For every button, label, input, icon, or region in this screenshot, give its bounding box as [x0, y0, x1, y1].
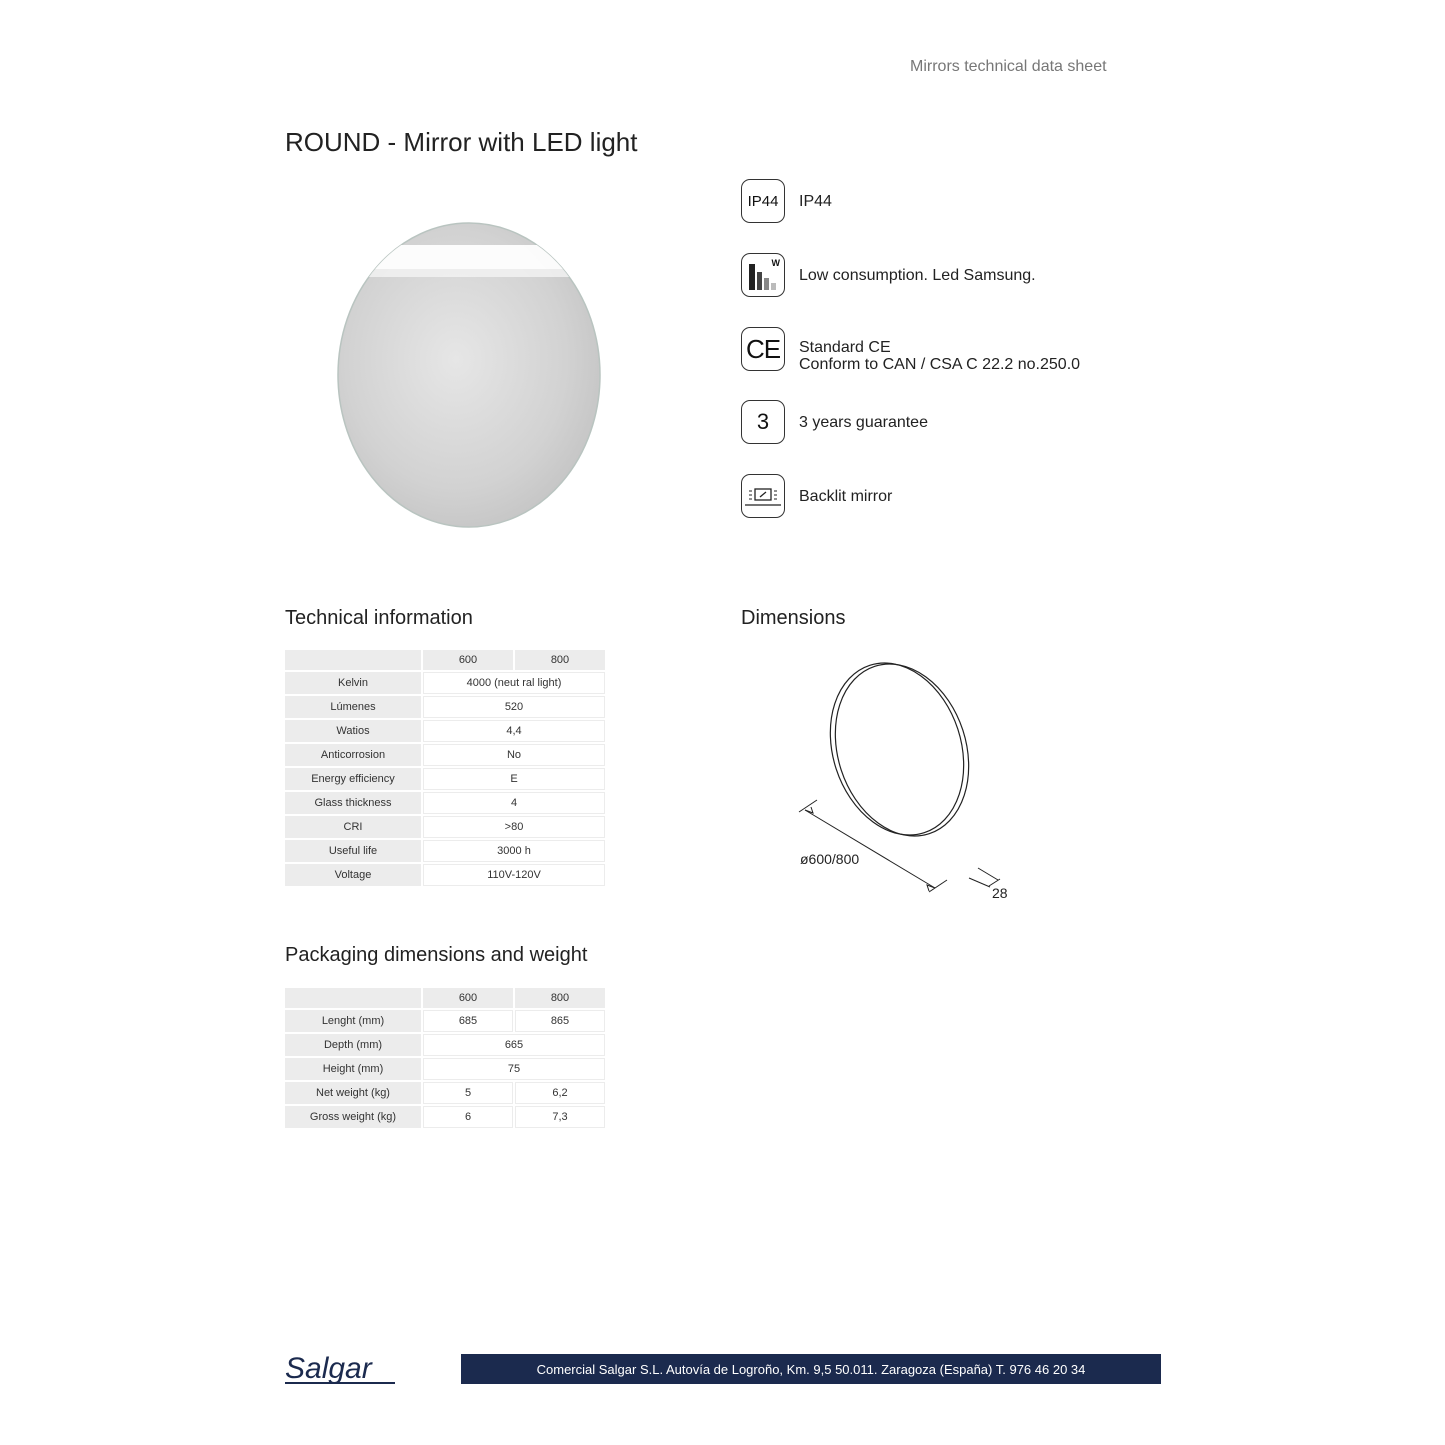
table-row [285, 672, 605, 694]
header-blank-cell [285, 650, 421, 670]
feature-text: Backlit mirror [799, 487, 893, 505]
dimensions-drawing [785, 650, 1025, 910]
table-row [285, 864, 605, 886]
watt-letter: W [771, 258, 780, 268]
depth-label: 28 [992, 885, 1008, 901]
row-label: Lúmenes [285, 696, 421, 718]
row-value: No [423, 744, 605, 766]
row-value-600: 5 [423, 1082, 513, 1104]
row-value-800: 6,2 [515, 1082, 605, 1104]
table-row [285, 768, 605, 790]
feature-text: 3 years guarantee [799, 413, 928, 431]
feature-backlit [741, 473, 892, 519]
row-value-600: 685 [423, 1010, 513, 1032]
row-label: Voltage [285, 864, 421, 886]
row-value: 4 [423, 792, 605, 814]
table-row [285, 792, 605, 814]
table-row [285, 816, 605, 838]
footer-address-bar [461, 1354, 1161, 1384]
row-label: Height (mm) [285, 1058, 421, 1080]
feature-standard-ce [741, 326, 1080, 372]
salgar-logo [285, 1352, 400, 1386]
table-row [285, 696, 605, 718]
row-label: CRI [285, 816, 421, 838]
table-row [285, 840, 605, 862]
table-row [285, 1010, 605, 1032]
table-row [285, 1082, 605, 1104]
row-value: 4000 (neut ral light) [423, 672, 605, 694]
row-label: Anticorrosion [285, 744, 421, 766]
packaging-heading: Packaging dimensions and weight [285, 944, 588, 966]
row-value: E [423, 768, 605, 790]
table-row [285, 720, 605, 742]
row-value-800: 7,3 [515, 1106, 605, 1128]
row-value: 110V-120V [423, 864, 605, 886]
mirror-product-image [330, 215, 610, 535]
row-value: 665 [423, 1034, 605, 1056]
row-label: Net weight (kg) [285, 1082, 421, 1104]
row-label: Depth (mm) [285, 1034, 421, 1056]
ce-mark-icon: CE [741, 327, 785, 371]
table-row [285, 1034, 605, 1056]
column-header-800: 800 [515, 650, 605, 670]
header-blank-cell [285, 988, 421, 1008]
technical-info-table [283, 648, 607, 888]
guarantee-icon: 3 [741, 400, 785, 444]
row-label: Energy efficiency [285, 768, 421, 790]
feature-guarantee [741, 399, 928, 445]
feature-text: IP44 [799, 192, 832, 210]
row-value-800: 865 [515, 1010, 605, 1032]
feature-ip44 [741, 178, 832, 224]
row-value: 3000 h [423, 840, 605, 862]
technical-info-heading: Technical information [285, 607, 473, 629]
product-title: ROUND - Mirror with LED light [285, 127, 638, 157]
row-value: 4,4 [423, 720, 605, 742]
table-row [285, 1058, 605, 1080]
packaging-table [283, 986, 607, 1130]
feature-low-consumption [741, 252, 1036, 298]
table-row [285, 1106, 605, 1128]
logo-text: Salgar [285, 1352, 372, 1385]
backlit-mirror-icon [741, 474, 785, 518]
column-header-600: 600 [423, 650, 513, 670]
footer-address: Comercial Salgar S.L. Autovía de Logroño, Km. 9,5 50.011. Zaragoza (España) T. 976 46 20 34 [536, 1361, 1086, 1377]
row-label: Gross weight (kg) [285, 1106, 421, 1128]
row-label: Watios [285, 720, 421, 742]
table-row [285, 744, 605, 766]
row-label: Useful life [285, 840, 421, 862]
row-label: Lenght (mm) [285, 1010, 421, 1032]
document-type-label: Mirrors technical data sheet [910, 58, 1107, 75]
feature-text: Low consumption. Led Samsung. [799, 266, 1036, 284]
column-header-600: 600 [423, 988, 513, 1008]
row-value: 520 [423, 696, 605, 718]
ip44-icon: IP44 [741, 179, 785, 223]
row-value: >80 [423, 816, 605, 838]
feature-text: Standard CE [799, 339, 891, 356]
dimensions-heading: Dimensions [741, 607, 846, 629]
row-label: Glass thickness [285, 792, 421, 814]
row-label: Kelvin [285, 672, 421, 694]
row-value: 75 [423, 1058, 605, 1080]
column-header-800: 800 [515, 988, 605, 1008]
energy-bars-icon [741, 253, 785, 297]
row-value-600: 6 [423, 1106, 513, 1128]
feature-subtext: Conform to CAN / CSA C 22.2 no.250.0 [799, 356, 1081, 373]
diameter-label: ø600/800 [800, 851, 860, 867]
